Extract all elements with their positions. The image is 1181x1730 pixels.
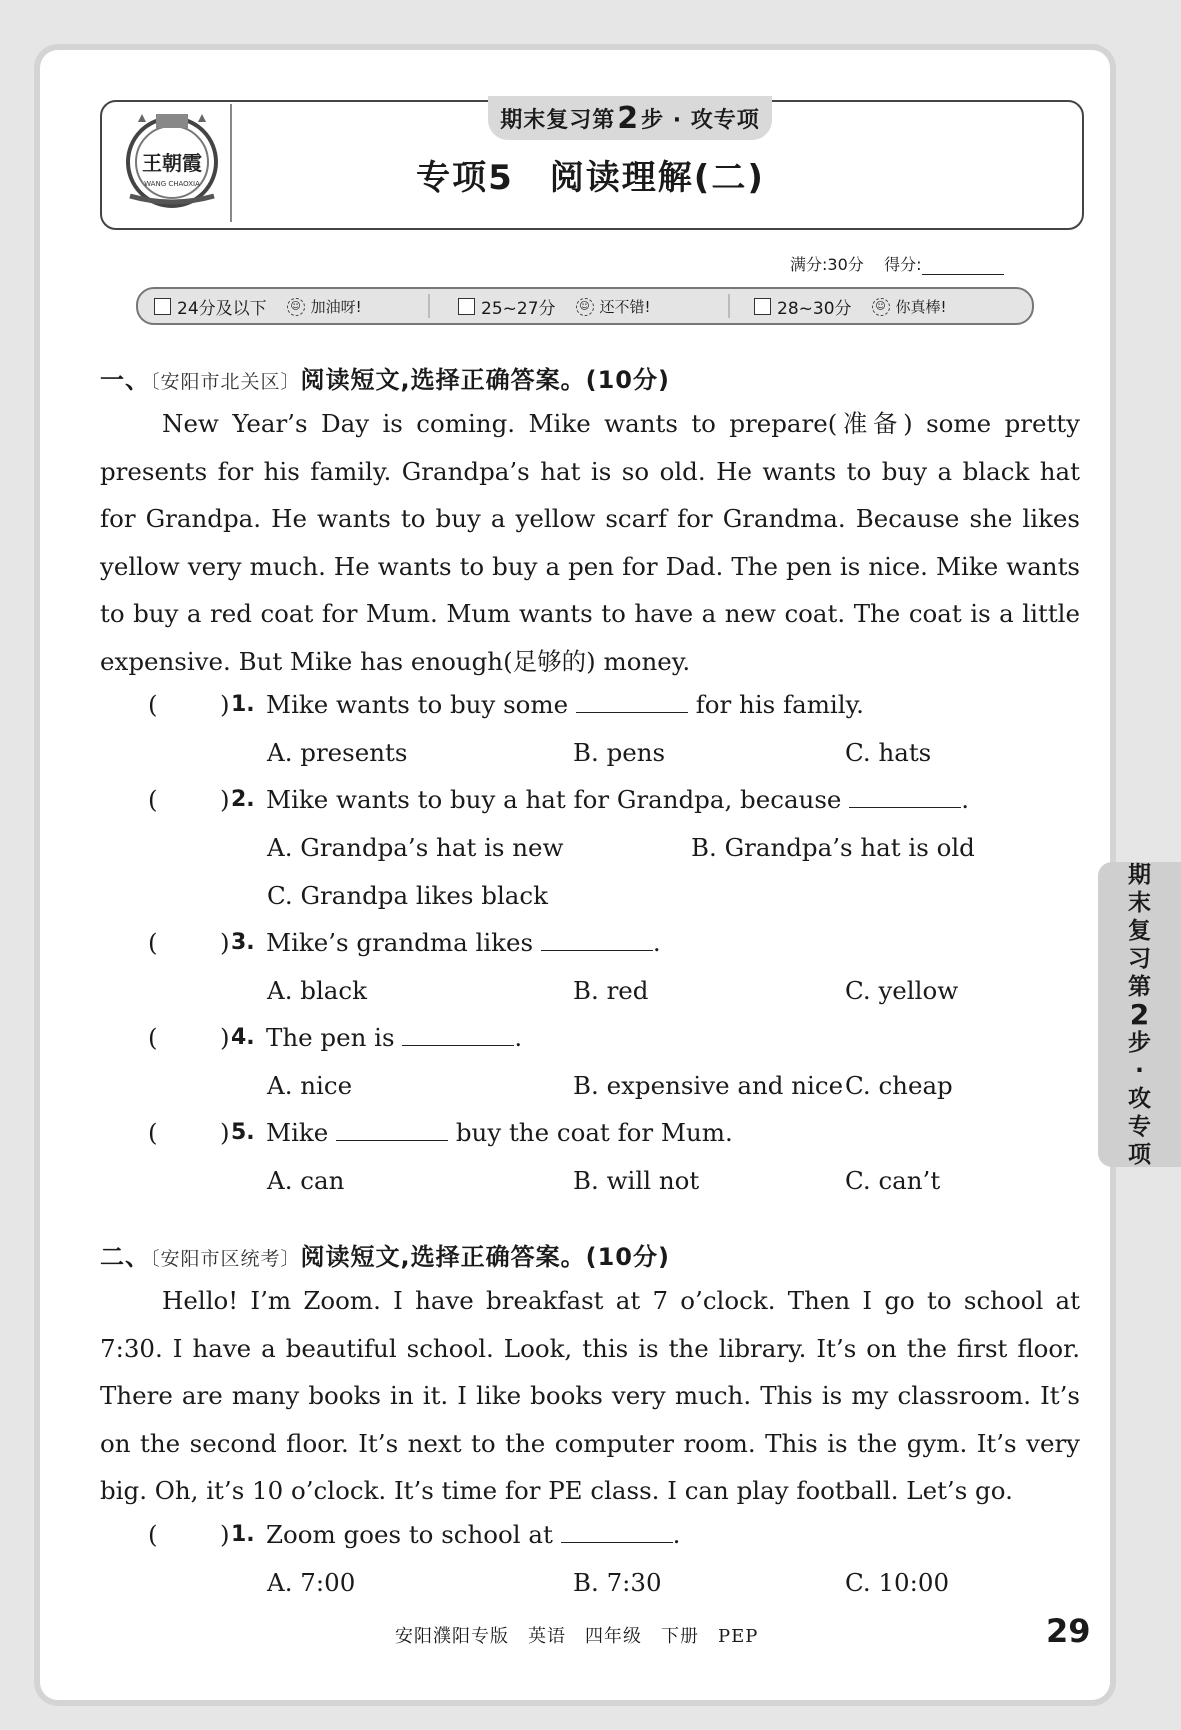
smile-icon: ☺: [872, 298, 890, 316]
option-b[interactable]: B. pens: [573, 738, 666, 767]
answer-blank[interactable]: [849, 785, 961, 808]
question-row: ( ) 2. Mike wants to buy a hat for Grandpa, because .: [148, 785, 969, 814]
banner-step: 2: [617, 100, 640, 136]
banner-suffix: 步 · 攻专项: [641, 107, 760, 133]
option-c[interactable]: C. 10:00: [845, 1568, 950, 1597]
rating-divider: [728, 294, 730, 318]
score-blank[interactable]: [922, 256, 1004, 275]
option-b[interactable]: B. expensive and nice: [573, 1071, 844, 1100]
question-stem: Mike’s grandma likes .: [266, 928, 661, 957]
section-number: 一、: [100, 366, 150, 394]
rating-checkbox[interactable]: [458, 298, 475, 315]
question-row: ( ) 3. Mike’s grandma likes .: [148, 928, 661, 957]
question-number: 3.: [231, 930, 255, 955]
option-b[interactable]: B. 7:30: [573, 1568, 662, 1597]
rating-range: 24分及以下: [177, 299, 267, 319]
rating-bar: [136, 287, 1034, 325]
rating-divider: [428, 294, 430, 318]
smile-icon: ☺: [287, 298, 305, 316]
page-number: 29: [1046, 1612, 1091, 1650]
section2-passage: Hello! I’m Zoom. I have breakfast at 7 o’clock. Then I go to school at 7:30. I have a beautiful school. Look, this is the library. It’s on the first floor. There are many books in it. I like books very much. This is my classroom. It’s on the second floor. It’s next to the computer room. This is the gym. It’s very big. Oh, it’s 10 o’clock. It’s time for PE class. I can play football. Let’s go.: [100, 1286, 1080, 1505]
option-a[interactable]: A. can: [267, 1166, 345, 1195]
question-stem: Mike wants to buy a hat for Grandpa, because .: [266, 785, 969, 814]
question-number: 4.: [231, 1025, 255, 1050]
question-stem: Mike buy the coat for Mum.: [266, 1118, 733, 1147]
option-c[interactable]: C. can’t: [845, 1166, 941, 1195]
option-b[interactable]: B. will not: [573, 1166, 700, 1195]
smile-icon: ☺: [576, 298, 594, 316]
question-row: ( ) 1. Zoom goes to school at .: [148, 1520, 681, 1549]
option-a[interactable]: A. presents: [267, 738, 408, 767]
option-c[interactable]: C. hats: [845, 738, 932, 767]
section-source: 〔安阳市北关区〕: [150, 371, 301, 393]
footer-text: 安阳濮阳专版 英语 四年级 下册 PEP: [395, 1626, 759, 1647]
option-a[interactable]: A. Grandpa’s hat is new: [267, 833, 564, 862]
answer-blank[interactable]: [561, 1520, 673, 1543]
option-a[interactable]: A. nice: [267, 1071, 353, 1100]
rating-item: [154, 294, 362, 319]
side-tab: 期 末 复 习 第 2 步 · 攻 专 项: [1098, 862, 1181, 1167]
got-score-label: 得分:: [884, 255, 922, 274]
section-instruction: 阅读短文,选择正确答案。(10分): [300, 366, 670, 394]
question-number: 2.: [231, 787, 255, 812]
rating-item: [754, 294, 947, 319]
section2-heading: [100, 1237, 670, 1272]
question-number: 1.: [231, 692, 255, 717]
question-number: 1.: [231, 1522, 255, 1547]
question-number: 5.: [231, 1120, 255, 1145]
option-c[interactable]: C. yellow: [845, 976, 959, 1005]
page-title: 专项5 阅读理解(二): [416, 158, 765, 198]
rating-comment: 还不错!: [599, 298, 651, 316]
option-b[interactable]: B. red: [573, 976, 649, 1005]
question-row: ( ) 5. Mike buy the coat for Mum.: [148, 1118, 733, 1147]
option-b[interactable]: B. Grandpa’s hat is old: [691, 833, 975, 862]
rating-range: 28~30分: [777, 299, 852, 319]
section1-heading: [100, 360, 670, 395]
question-row: ( ) 4. The pen is .: [148, 1023, 523, 1052]
full-score-label: 满分:30分: [790, 255, 864, 274]
answer-blank[interactable]: [336, 1118, 448, 1141]
option-c[interactable]: C. Grandpa likes black: [267, 881, 548, 910]
score-line: [790, 252, 1004, 275]
logo-subtext: WANG CHAOXIA: [144, 180, 200, 188]
question-stem: Mike wants to buy some for his family.: [266, 690, 864, 719]
question-stem: Zoom goes to school at .: [266, 1520, 681, 1549]
option-a[interactable]: A. black: [267, 976, 367, 1005]
section1-passage: New Year’s Day is coming. Mike wants to prepare(准备) some pretty presents for his family. Grandpa’s hat is so old. He wants to buy a black hat for Grandpa. He wants to buy a yellow scarf for Grandma. Because she likes yellow very much. He wants to buy a pen for Dad. The pen is nice. Mike wants to buy a red coat for Mum. Mum wants to have a new coat. The coat is a little expensive. But Mike has enough(足够的) money.: [100, 409, 1080, 676]
banner-prefix: 期末复习第: [500, 107, 616, 133]
rating-range: 25~27分: [481, 299, 556, 319]
rating-checkbox[interactable]: [154, 298, 171, 315]
question-row: ( ) 1. Mike wants to buy some for his family.: [148, 690, 864, 719]
rating-item: [458, 294, 651, 319]
rating-checkbox[interactable]: [754, 298, 771, 315]
answer-blank[interactable]: [402, 1023, 514, 1046]
answer-blank[interactable]: [576, 690, 688, 713]
rating-comment: 你真棒!: [895, 298, 947, 316]
option-c[interactable]: C. cheap: [845, 1071, 953, 1100]
step-banner: [488, 96, 772, 140]
question-stem: The pen is .: [266, 1023, 523, 1052]
answer-blank[interactable]: [541, 928, 653, 951]
section-source: 〔安阳市区统考〕: [150, 1248, 301, 1270]
section-instruction: 阅读短文,选择正确答案。(10分): [300, 1243, 670, 1271]
section-number: 二、: [100, 1243, 150, 1271]
logo-text: 王朝霞: [142, 151, 202, 175]
rating-comment: 加油呀!: [310, 298, 362, 316]
option-a[interactable]: A. 7:00: [267, 1568, 356, 1597]
